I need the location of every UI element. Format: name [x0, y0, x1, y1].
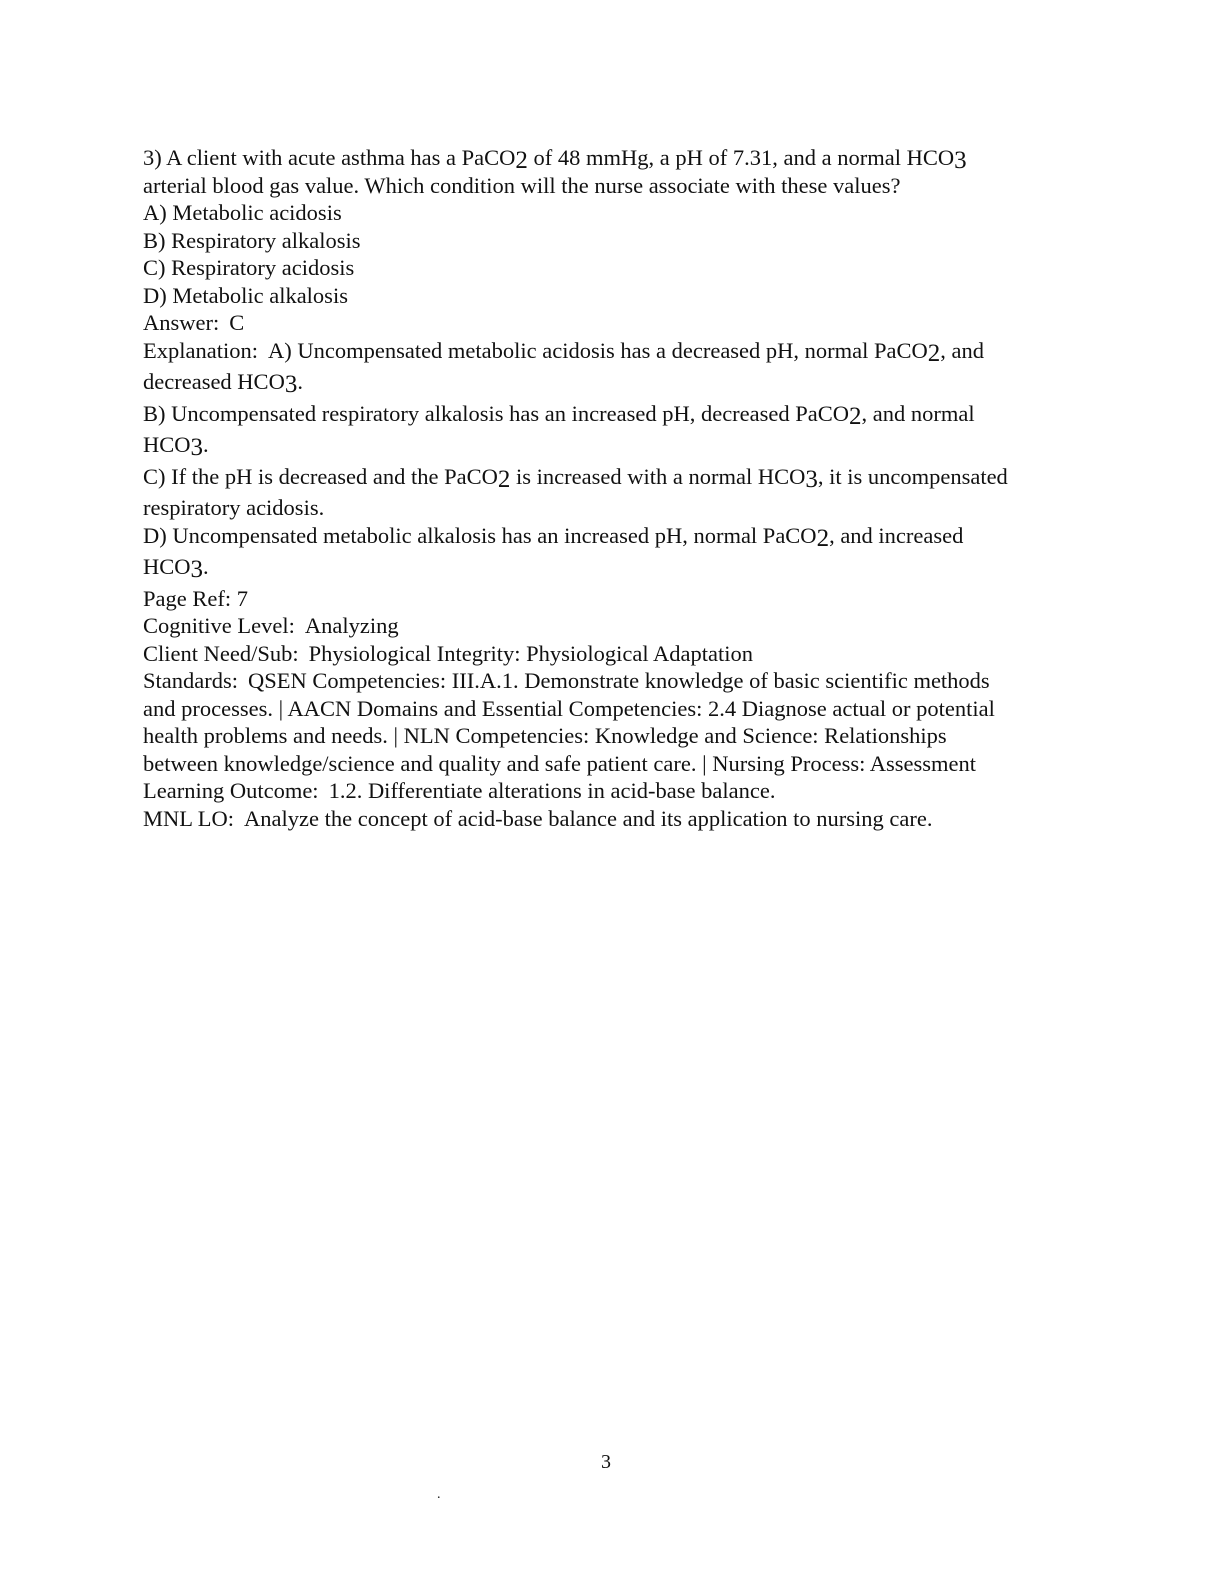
subscript: 2 [816, 524, 830, 552]
client-need-label: Client Need/Sub: [143, 640, 299, 666]
footer-dot: . [437, 1487, 441, 1502]
explanation-a-text: , and [940, 337, 985, 363]
client-need-value: Physiological Integrity: Physiological Adaptation [308, 640, 753, 666]
explanation-c-text: , it is uncompensated [817, 463, 1008, 489]
explanation-b-line-1 [143, 396, 1083, 428]
subscript: 3 [190, 556, 204, 583]
answer-value: C [229, 310, 245, 335]
standards-text: QSEN Competencies: III.A.1. Demonstrate knowledge of basic scientific methods [248, 668, 990, 693]
explanation-b-text: , and normal [861, 400, 975, 426]
stem-text-2: of 48 mmHg, a pH of 7.31, and a normal HCO [527, 145, 955, 170]
stem-text-1: 3) A client with acute asthma has a PaCO [143, 145, 516, 170]
cognitive-level [143, 612, 1083, 640]
client-need [143, 640, 1083, 668]
explanation-a-line-2 [143, 364, 1083, 396]
standards-label: Standards: [143, 668, 238, 693]
question-stem-line-1 [143, 144, 1083, 172]
learning-outcome [143, 777, 1083, 805]
standards-line-4: between knowledge/science and quality and safe patient care. | Nursing Process: Assessment [143, 750, 977, 776]
option-d: D) Metabolic alkalosis [143, 282, 348, 308]
subscript: 2 [849, 402, 862, 430]
mnl-lo [143, 805, 1083, 833]
option-c: C) Respiratory acidosis [143, 255, 355, 280]
paco2-subscript: 2 [515, 147, 528, 174]
explanation-a-line-1 [143, 337, 1083, 365]
mnl-lo-value: Analyze the concept of acid-base balance and its application to nursing care. [244, 805, 933, 831]
explanation-d-line-1 [143, 522, 1083, 550]
explanation-a-text: . [297, 369, 303, 394]
explanation-d-text: HCO [143, 554, 191, 579]
explanation-b-text: . [203, 432, 209, 457]
explanation-d-text: , and increased [829, 522, 964, 548]
hco3-subscript: 3 [954, 147, 967, 174]
option-b: B) Respiratory alkalosis [143, 227, 361, 253]
explanation-b-line-2 [143, 427, 1083, 459]
standards-line-1 [143, 667, 1083, 695]
explanation-d-text: D) Uncompensated metabolic alkalosis has an increased pH, normal PaCO [143, 522, 817, 548]
learning-outcome-value: 1.2. Differentiate alterations in acid-base balance. [328, 778, 776, 803]
explanation-b-text: HCO [143, 432, 191, 457]
explanation-a-text: A) Uncompensated metabolic acidosis has a decreased pH, normal PaCO [267, 337, 928, 363]
page-number: 3 [601, 1451, 611, 1473]
standards-line-2: and processes. | AACN Domains and Essential Competencies: 2.4 Diagnose actual or potential [143, 695, 995, 721]
explanation-a-text: decreased HCO [143, 369, 285, 394]
subscript: 2 [927, 339, 941, 367]
mnl-lo-label: MNL LO: [143, 805, 235, 831]
explanation-b-text: B) Uncompensated respiratory alkalosis has an increased pH, decreased PaCO [143, 400, 850, 426]
subscript: 3 [284, 371, 298, 398]
explanation-c-text: is increased with a normal HCO [510, 463, 806, 489]
explanation-d-text: . [203, 554, 209, 579]
subscript: 3 [190, 434, 204, 461]
subscript: 3 [805, 465, 818, 493]
explanation-c-line-1 [143, 459, 1083, 491]
answer-line [143, 309, 1083, 337]
learning-outcome-label: Learning Outcome: [143, 778, 319, 803]
explanation-c-text: C) If the pH is decreased and the PaCO [143, 463, 498, 489]
cognitive-level-label: Cognitive Level: [143, 613, 295, 638]
page-ref: Page Ref: 7 [143, 585, 248, 611]
cognitive-level-value: Analyzing [304, 613, 399, 638]
explanation-c-line-2: respiratory acidosis. [143, 495, 325, 520]
answer-label: Answer: [143, 310, 220, 335]
subscript: 2 [497, 465, 511, 493]
question-stem-line-2: arterial blood gas value. Which condition will the nurse associate with these values? [143, 172, 901, 198]
standards-line-3: health problems and needs. | NLN Competencies: Knowledge and Science: Relationships [143, 723, 947, 748]
question-block [143, 144, 1083, 832]
option-a: A) Metabolic acidosis [143, 200, 342, 225]
explanation-d-line-2 [143, 549, 1083, 581]
explanation-label: Explanation: [143, 337, 258, 363]
